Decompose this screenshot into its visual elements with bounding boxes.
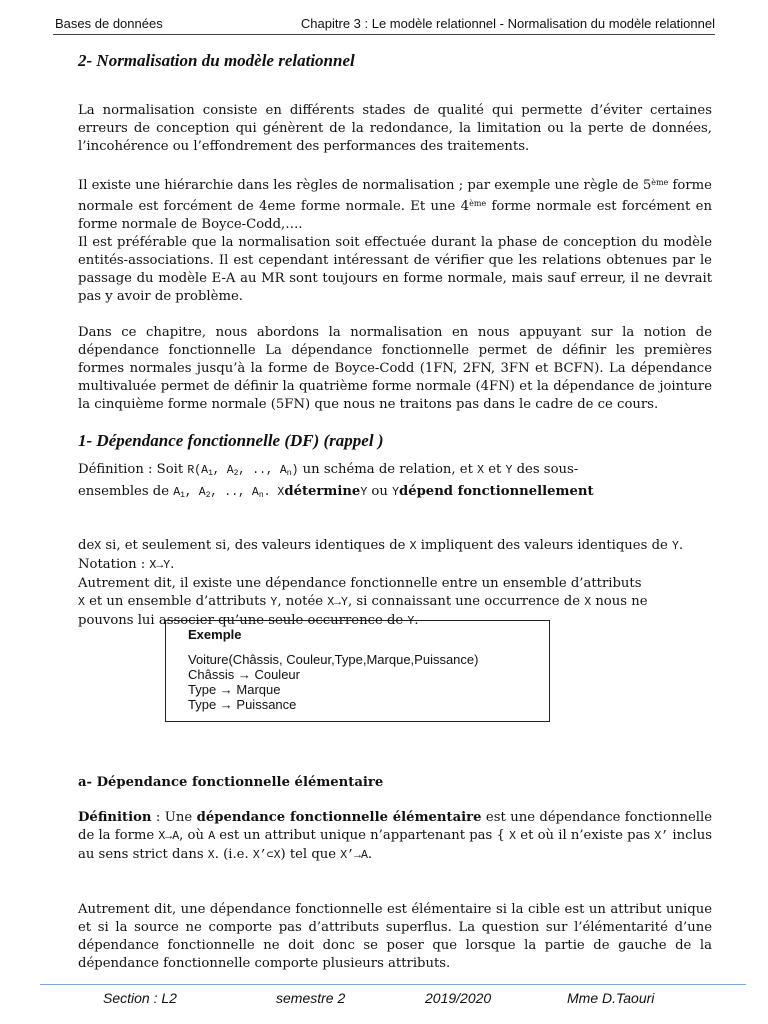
footer-section: Section : L2 [103, 990, 177, 1006]
exemple-line: Type → Marque [188, 682, 281, 697]
header-course: Bases de données [55, 16, 163, 31]
subsection-a-title: a- Dépendance fonctionnelle élémentaire [78, 775, 384, 790]
page-content [78, 50, 712, 631]
exemple-line: Châssis → Couleur [188, 667, 300, 682]
footer-divider [40, 984, 746, 985]
exemple-line: Voiture(Châssis, Couleur,Type,Marque,Puissance) [188, 652, 479, 667]
footer-author: Mme D.Taouri [567, 990, 655, 1006]
paragraph-normalisation-intro: La normalisation consiste en différents stades de qualité qui permette d’éviter certaines erreurs de conception qui génèrent de la redondance, la limitation ou la perte de données, l’incohérence ou l’effondrement des performances des traitements. [78, 103, 712, 154]
exemple-box [165, 620, 550, 722]
section-2-title: 2- Normalisation du modèle relationnel [78, 51, 355, 70]
footer-year: 2019/2020 [425, 990, 492, 1006]
paragraph-elementaire: Autrement dit, une dépendance fonctionnelle est élémentaire si la cible est un attribut unique et si la source ne comporte pas d’attributs superflus. La question sur l’élémentarité d’une dépendance fonctionnelle ne doit donc se poser que lorsque la partie de gauche de la dépendance fonctionnelle comporte plusieurs attributs. [78, 902, 712, 971]
section-1-title: 1- Dépendance fonctionnelle (DF) (rappel ) [78, 431, 384, 450]
paragraph-chapitre: Dans ce chapitre, nous abordons la normalisation en nous appuyant sur la notion de dépendance fonctionnelle La dépendance fonctionnelle permet de définir les premières formes normales jusqu’à la forme de Boyce-Codd (1FN, 2FN, 3FN et BCFN). La dépendance multivaluée permet de définir la quatrième forme normale (4FN) et la dépendance de jointure la cinquième forme normale (5FN) que nous ne traitons pas dans le cadre de ce cours. [78, 325, 712, 412]
page-header [53, 14, 715, 35]
paragraph-hierarchie: Il existe une hiérarchie dans les règles de normalisation ; par exemple une règle de 5ème forme normale est forcément de 4eme forme normale. Et une 4ème forme normale est forcément en forme normale de Boyce-Codd,…. [78, 178, 712, 232]
definition-dfe: Définition : Une dépendance fonctionnelle élémentaire est une dépendance fonctionnelle de la forme X→A, où A est un attribut unique n’appartenant pas { X et où il n’existe pas X’ inclus au sens strict dans X. (i.e. X’⊂X) tel que X’→A. [78, 810, 712, 862]
exemple-title: Exemple [188, 627, 242, 642]
exemple-line: Type → Puissance [188, 697, 297, 712]
header-chapter: Chapitre 3 : Le modèle relationnel - Normalisation du modèle relationnel [300, 16, 715, 31]
definition-df: Définition : Soit $R(A_1$, $A_2$, .., $A_n$) un schéma de relation, et X et Y des sous- ensembles de $A_1$, $A_2$, .., $A_n$. XdétermineY ou Ydépend fonctionnellement [78, 462, 594, 500]
definition-df-suite: deX si, et seulement si, des valeurs identiques de X impliquent des valeurs identiques de Y. Notation : X→Y. Autrement dit, il existe une dépendance fonctionnelle entre un ensemble d’attributs X et un ensemble d’attributs Y, notée X→Y, si connaissant une occurrence de X nous ne pouvons lui associer qu’une seule occurrence de Y. [78, 538, 684, 628]
footer-semestre: semestre 2 [276, 990, 346, 1006]
paragraph-preferable: Il est préférable que la normalisation soit effectuée durant la phase de conception du modèle entités-associations. Il est cependant intéressant de vérifier que les relations obtenues par le passage du modèle E-A au MR sont toujours en forme normale, mais sauf erreur, il ne devrait pas y avoir de problème. [78, 235, 712, 304]
subsection-a [78, 774, 712, 973]
